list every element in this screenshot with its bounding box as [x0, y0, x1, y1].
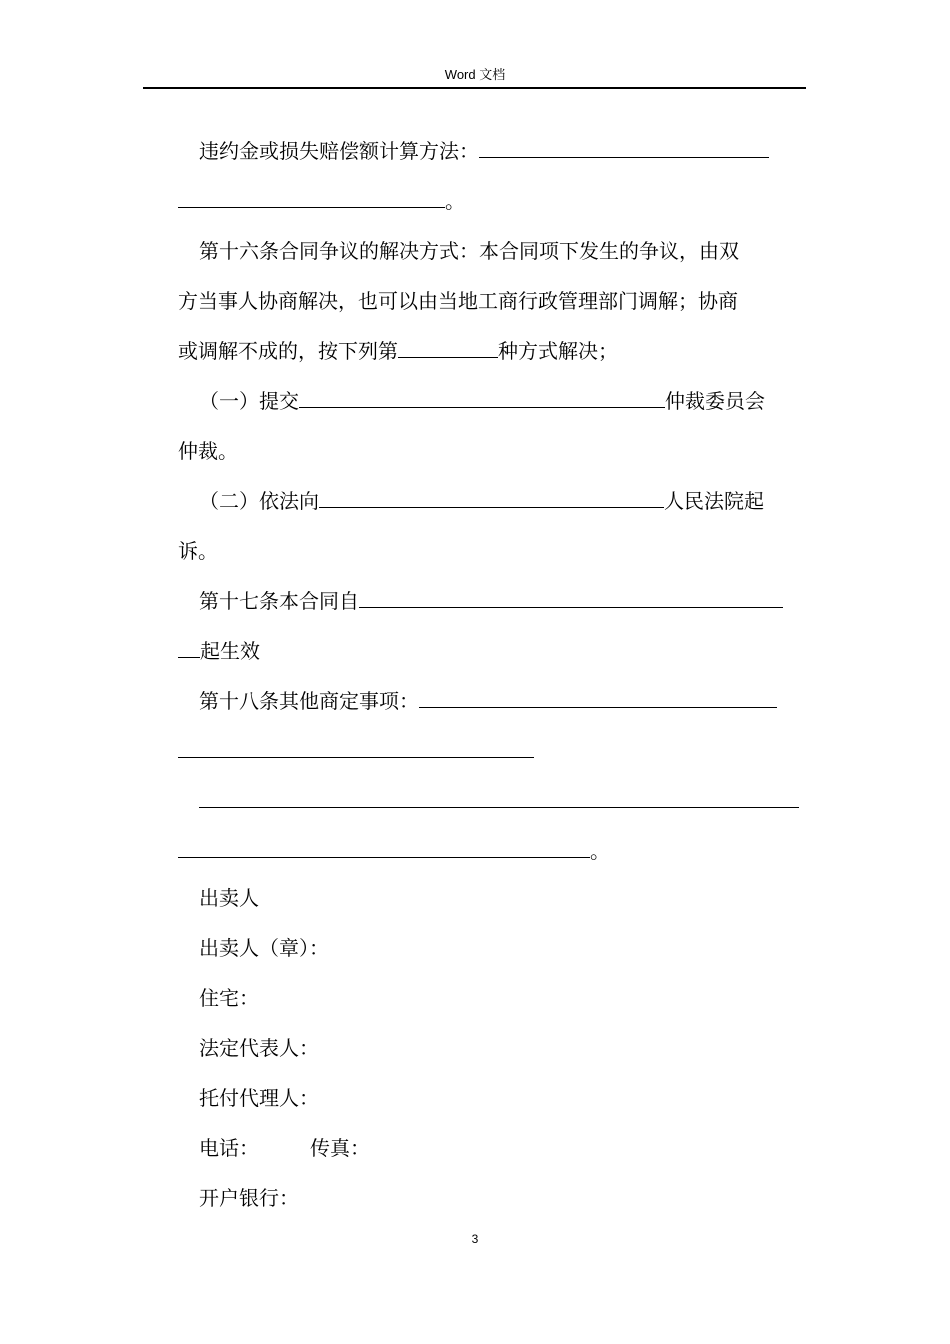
page-header-title: Word 文档	[444, 67, 506, 82]
article-16-text-3a: 或调解不成的，按下列第	[178, 339, 398, 363]
article-17-line	[199, 586, 783, 616]
other-matters-blank-4[interactable]	[178, 853, 590, 858]
article-16-text-2: 方当事人协商解决，也可以由当地工商行政管理部门调解；协商	[178, 289, 738, 313]
fax-field: 传真：	[310, 1136, 370, 1160]
penalty-calculation-label: 违约金或损失赔偿额计算方法：	[199, 139, 479, 163]
option-one-suffix: 仲裁委员会	[665, 389, 765, 413]
article-16-text-1: 第十六条合同争议的解决方式：本合同项下发生的争议，由双	[199, 239, 739, 263]
arbitration-committee-blank[interactable]	[299, 403, 665, 408]
option-one-label: （一）提交	[199, 389, 299, 413]
article-18-line	[199, 686, 777, 716]
bank-field: 开户银行：	[199, 1186, 299, 1210]
penalty-calculation-blank-2[interactable]	[178, 203, 445, 208]
article-16-text-3b: 种方式解决；	[498, 339, 618, 363]
option-two-suffix: 人民法院起	[664, 489, 764, 513]
page-number: 3	[471, 1232, 479, 1246]
article-17-label: 第十七条本合同自	[199, 589, 359, 613]
other-matters-line-3	[199, 786, 799, 816]
option-two-line	[199, 486, 764, 516]
option-one-line	[199, 386, 765, 416]
option-two-end: 诉。	[178, 539, 218, 563]
court-blank[interactable]	[319, 503, 664, 508]
other-matters-line-4	[178, 836, 610, 866]
other-matters-line-2	[178, 736, 534, 766]
seller-heading: 出卖人	[199, 886, 259, 910]
method-number-blank[interactable]	[398, 353, 498, 358]
article-17-continuation	[178, 636, 260, 666]
address-field: 住宅：	[199, 986, 259, 1010]
other-matters-blank-2[interactable]	[178, 753, 534, 758]
period-mark: 。	[445, 189, 465, 213]
phone-field: 电话：	[199, 1136, 259, 1160]
penalty-calculation-continuation	[178, 186, 465, 216]
penalty-calculation-blank[interactable]	[479, 153, 769, 158]
option-two-label: （二）依法向	[199, 489, 319, 513]
option-one-end: 仲裁。	[178, 439, 238, 463]
effective-date-blank[interactable]	[359, 603, 783, 608]
article-18-label: 第十八条其他商定事项：	[199, 689, 419, 713]
effective-date-blank-2[interactable]	[178, 653, 200, 658]
seller-seal-field: 出卖人（章）：	[199, 936, 329, 960]
article-16-line-1	[199, 236, 739, 266]
header-divider	[143, 87, 806, 89]
penalty-calculation-line	[199, 136, 769, 166]
option-two-continuation	[178, 536, 218, 566]
other-matters-blank[interactable]	[419, 703, 777, 708]
article-16-line-3	[178, 336, 618, 366]
other-matters-blank-3[interactable]	[199, 803, 799, 808]
option-one-continuation	[178, 436, 238, 466]
agent-field: 托付代理人：	[199, 1086, 319, 1110]
article-16-line-2	[178, 286, 738, 316]
effective-text: 起生效	[200, 639, 260, 663]
legal-representative-field: 法定代表人：	[199, 1036, 319, 1060]
period-mark-2: 。	[590, 839, 610, 863]
